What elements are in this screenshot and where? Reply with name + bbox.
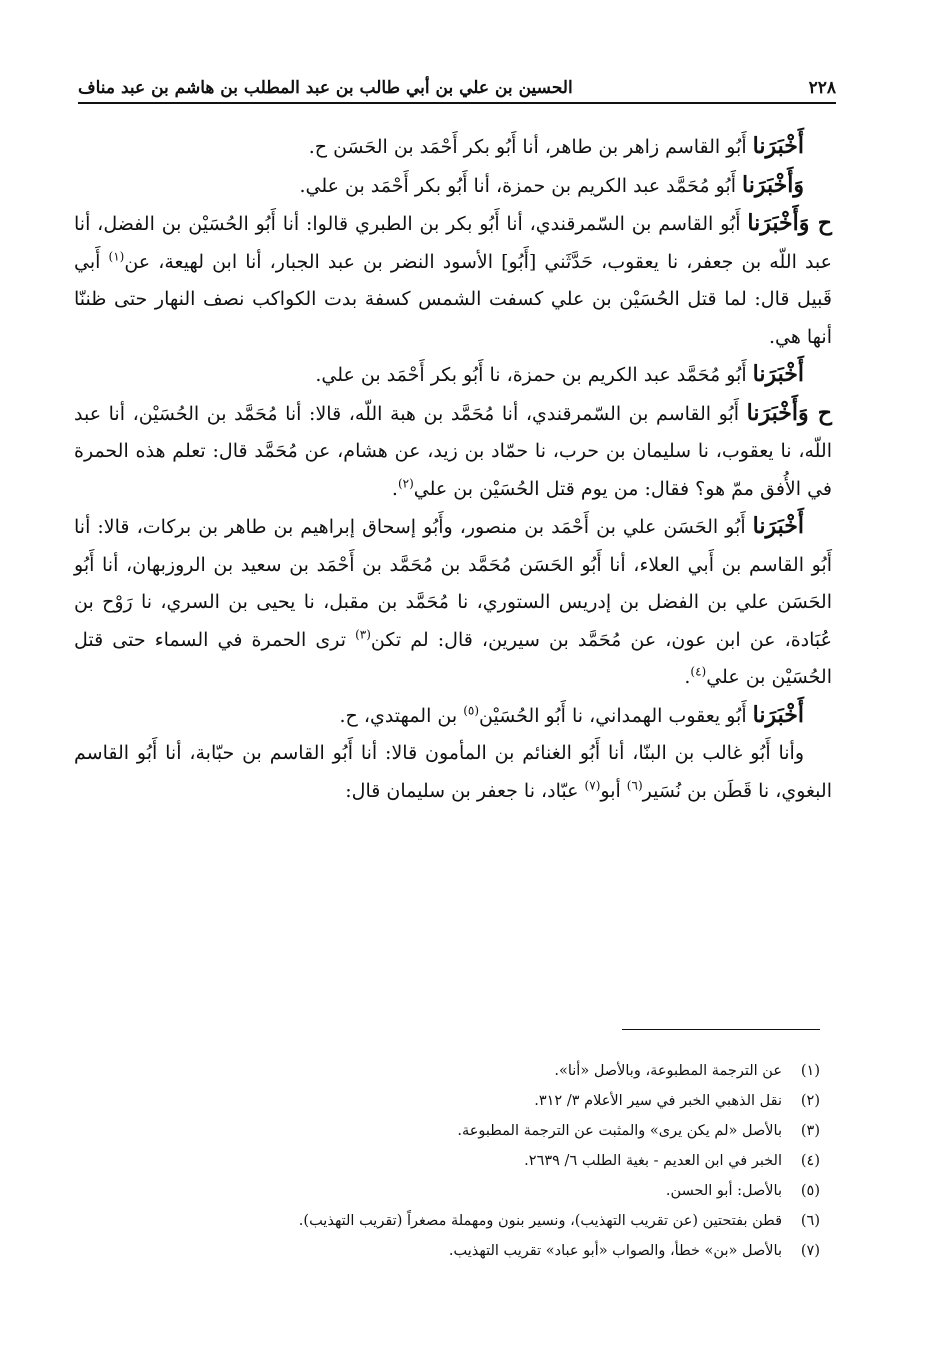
narration-lead: وَأَخْبَرَنا — [747, 210, 810, 236]
footnote-number: (٤) — [800, 1153, 820, 1169]
narration-lead: أَخْبَرَنا — [752, 361, 804, 387]
paragraph-text: ترى الحمرة في السماء حتى قتل الحُسَيْن بن علي — [74, 628, 832, 688]
paragraph-text: أَبُو القاسم بن السّمرقندي، أنا مُحَمَّد بن هبة اللّه، قالا: أنا مُحَمَّد بن الحُسَيْن، أنا عبد اللّه، نا يعقوب، نا سليمان بن حرب، نا حمّاد بن زيد، عن هشام، عن مُحَمَّد قال: تعلم هذه الحمرة في الأُفق ممّ هو؟ فقال: من يوم قتل الحُسَيْن بن علي — [74, 402, 832, 500]
paragraph-text: عبّاد، نا جعفر بن سليمان قال: — [345, 779, 585, 802]
paragraph — [74, 735, 832, 810]
hadith-marker: ح — [808, 399, 832, 426]
paragraph-text: . — [391, 477, 398, 500]
paragraph-text: أَبي قَبيل قال: لما قتل الحُسَيْن بن علي كسفت الشمس كسفة بدت الكواكب نصف النهار حتى ظننّا أنها هي. — [74, 250, 832, 348]
paragraph-text: أَبُو مُحَمَّد عبد الكريم بن حمزة، أنا أَبُو بكر أَحْمَد بن علي. — [299, 174, 743, 197]
footnote-ref: (٦) — [626, 778, 643, 793]
hadith-marker: ح — [809, 210, 832, 236]
footnote-text: بالأصل: أبو الحسن. — [665, 1183, 782, 1199]
footnote-text: قطن بفتحتين (عن تقريب التهذيب)، ونسير بنون ومهملة مصغراً (تقريب التهذيب). — [298, 1213, 782, 1229]
running-title: الحسين بن علي بن أبي طالب بن عبد المطلب بن هاشم بن عبد مناف — [78, 78, 573, 98]
paragraph — [74, 697, 832, 736]
paragraph — [74, 128, 832, 167]
footnote-ref: (٧) — [584, 778, 601, 793]
footnote — [200, 1056, 820, 1086]
footnote-number: (٣) — [800, 1123, 820, 1139]
paragraph-text: وأنا أَبُو غالب بن البنّا، أنا أَبُو الغنائم بن المأمون قالا: أنا أَبُو القاسم بن حبّابة، أنا أَبُو القاسم البغوي، نا قَطَن بن نُسَير — [74, 742, 832, 802]
page-number: ٢٢٨ — [808, 78, 836, 98]
footnote-number: (٧) — [800, 1243, 820, 1259]
footnote-ref: (٣) — [355, 627, 371, 642]
footnote-number: (١) — [800, 1063, 820, 1079]
narration-lead: أَخْبَرَنا — [752, 513, 804, 539]
footnote-text: نقل الذهبي الخبر في سير الأعلام ٣/ ٣١٢. — [534, 1093, 782, 1109]
paragraph — [74, 167, 832, 206]
narration-lead: أَخْبَرَنا — [752, 133, 804, 159]
footnote-ref: (١) — [108, 249, 125, 264]
footnote-number: (٢) — [800, 1093, 820, 1109]
paragraph — [74, 205, 832, 356]
paragraph-text: بن المهتدي، ح. — [339, 704, 464, 727]
footnote-text: بالأصل «لم يكن يرى» والمثبت عن الترجمة المطبوعة. — [457, 1123, 782, 1139]
paragraph — [74, 356, 832, 395]
paragraph-text: . — [684, 666, 691, 688]
paragraph-text: أَبُو القاسم بن السّمرقندي، أنا أَبُو بكر بن الطبري قالوا: أنا أَبُو الحُسَيْن بن الفضل، أنا عبد اللّه بن جعفر، نا يعقوب، حَدَّثَني [أَبُو] الأسود النضر بن عبد الجبار، أنا ابن لهيعة، عن — [74, 213, 832, 273]
footnote — [200, 1116, 820, 1146]
paragraph-text: أَبُو مُحَمَّد عبد الكريم بن حمزة، نا أَبُو بكر أَحْمَد بن علي. — [315, 364, 753, 386]
footnote — [200, 1236, 820, 1266]
paragraph-text: أَبُو يعقوب الهمداني، نا أَبُو الحُسَيْن — [479, 704, 753, 727]
footnote — [200, 1176, 820, 1206]
footnote — [200, 1206, 820, 1236]
footnote-number: (٦) — [800, 1213, 820, 1229]
paragraph — [74, 395, 832, 509]
narration-lead: وَأَخْبَرَنا — [746, 399, 809, 426]
footnotes — [200, 1056, 820, 1266]
footnote-ref: (٤) — [690, 664, 707, 679]
paragraph — [74, 508, 832, 697]
footnote-text: عن الترجمة المطبوعة، وبالأصل «أنا». — [554, 1063, 782, 1079]
paragraph-text: أبو — [600, 779, 627, 802]
footnote — [200, 1086, 820, 1116]
paragraph-text: أَبُو القاسم زاهر بن طاهر، أنا أَبُو بكر أَحْمَد بن الحَسَن ح. — [308, 136, 753, 158]
narration-lead: أَخْبَرَنا — [752, 701, 804, 728]
page-header — [78, 64, 836, 98]
footnote-number: (٥) — [800, 1183, 820, 1199]
footnote-ref: (٢) — [397, 476, 414, 491]
paragraph-text: أَبُو الحَسَن علي بن أَحْمَد بن منصور، وأَبُو إسحاق إبراهيم بن طاهر بن بركات، قالا: أنا أَبُو القاسم بن أَبي العلاء، أنا أَبُو الحَسَن مُحَمَّد بن مُحَمَّد بن أَحْمَد بن سعيد بن الروزبهان، أنا أَبُو الحَسَن علي بن الفضل بن إدريس الستوري، نا مُحَمَّد بن مقبل، نا يحيى بن السري، نا رَوْح بن عُبَادة، عن ابن عون، عن مُحَمَّد بن سيرين، قال: لم تكن — [74, 516, 832, 651]
header-divider — [78, 102, 836, 104]
narration-lead: وَأَخْبَرَنا — [742, 171, 804, 198]
footnote-text: بالأصل «بن» خطأ، والصواب «أبو عباد» تقريب التهذيب. — [448, 1243, 782, 1259]
footnote-ref: (٥) — [463, 703, 480, 718]
main-text — [74, 128, 832, 810]
footnote-text: الخبر في ابن العديم - بغية الطلب ٦/ ٢٦٣٩. — [524, 1153, 782, 1169]
footnote — [200, 1146, 820, 1176]
footnote-divider — [622, 1029, 820, 1030]
